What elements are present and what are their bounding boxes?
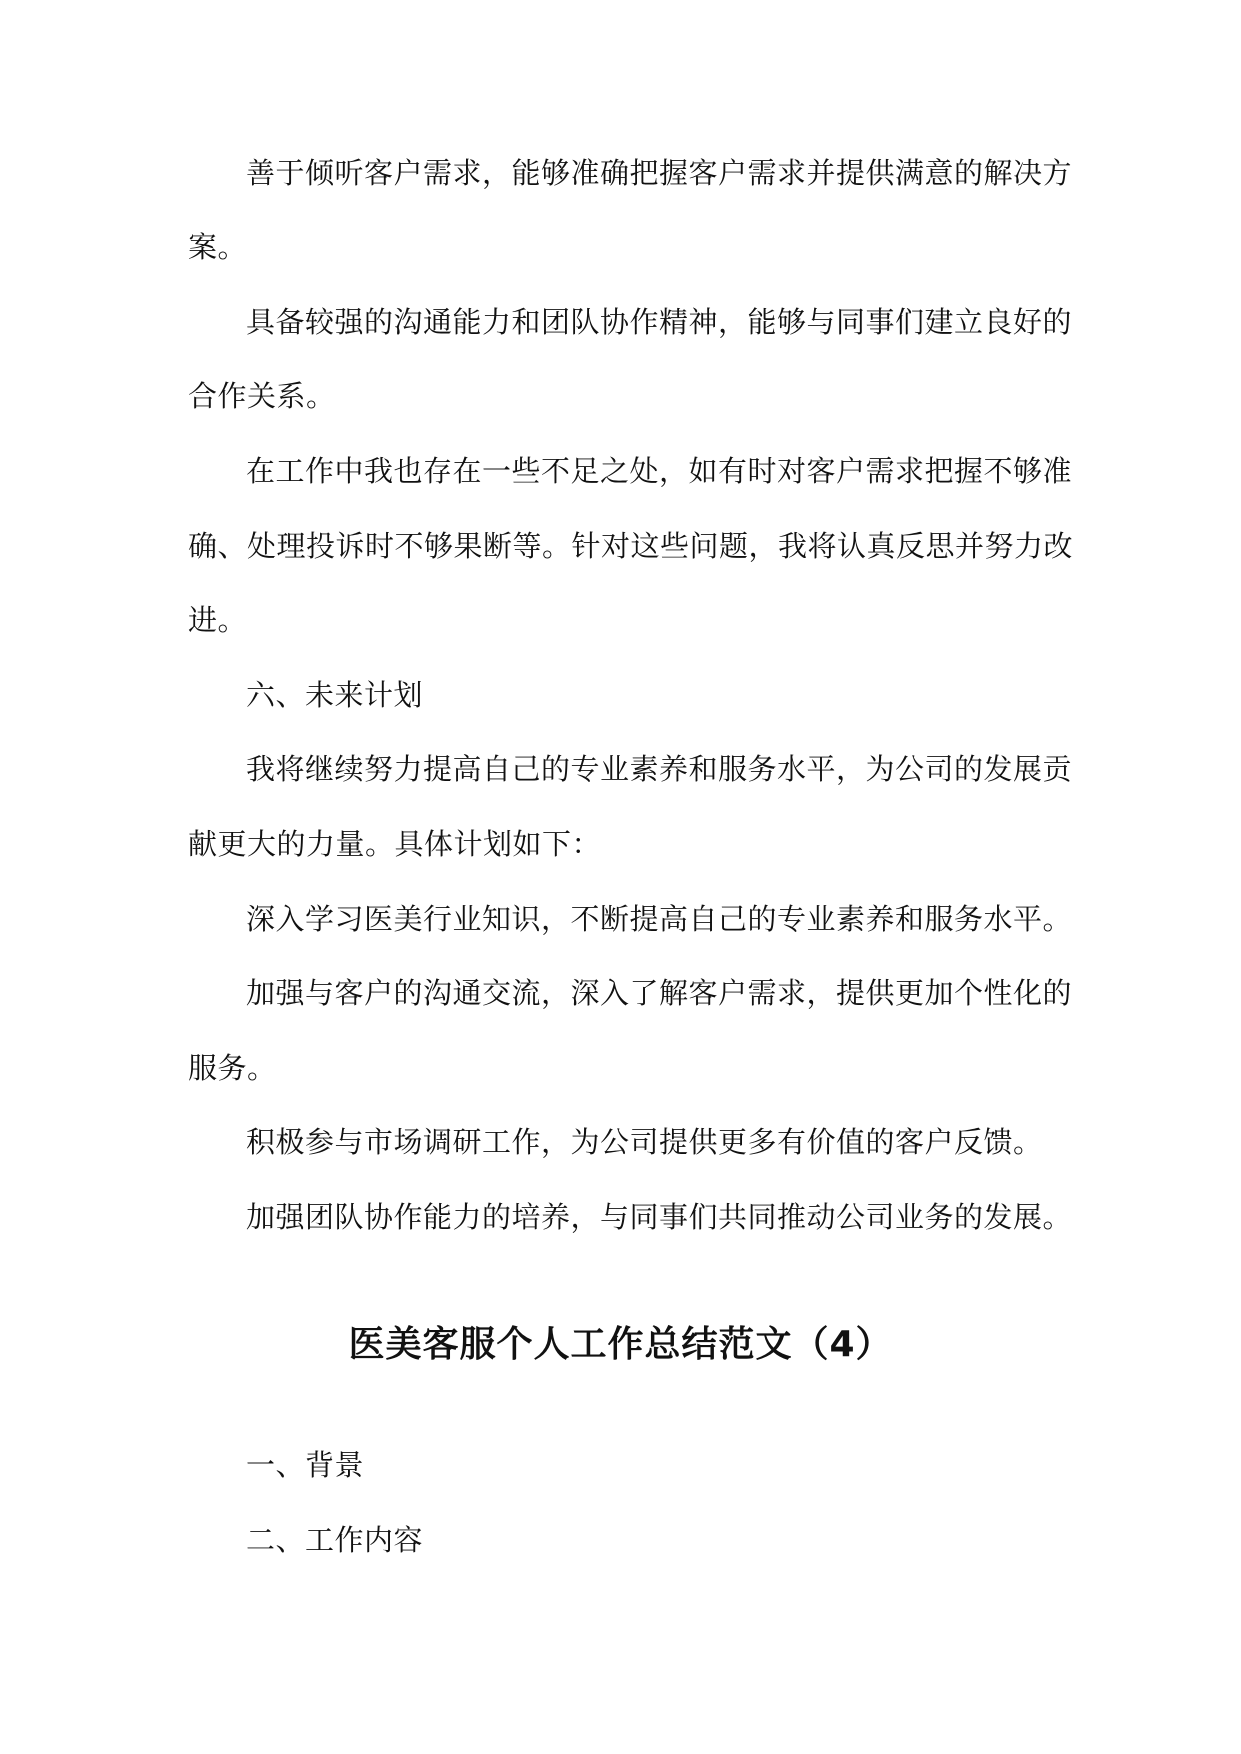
paragraph-line: 善于倾听客户需求，能够准确把握客户需求并提供满意的解决方 [246,156,1073,190]
document-title: 医美客服个人工作总结范文（4） [348,1324,893,1365]
paragraph-line: 合作关系。 [188,379,336,413]
paragraph-line: 具备较强的沟通能力和团队协作精神，能够与同事们建立良好的 [246,305,1073,339]
paragraph-line: 积极参与市场调研工作，为公司提供更多有价值的客户反馈。 [246,1125,1043,1159]
section-heading: 二、工作内容 [246,1523,424,1557]
section-heading: 一、背景 [246,1448,365,1482]
paragraph-line: 确、处理投诉时不够果断等。针对这些问题，我将认真反思并努力改 [188,529,1074,563]
paragraph-line: 服务。 [188,1051,277,1085]
paragraph-line: 我将继续努力提高自己的专业素养和服务水平，为公司的发展贡 [246,752,1073,786]
paragraph-line: 献更大的力量。具体计划如下： [188,827,602,861]
paragraph-line: 加强团队协作能力的培养，与同事们共同推动公司业务的发展。 [246,1200,1073,1234]
paragraph-line: 在工作中我也存在一些不足之处，如有时对客户需求把握不够准 [246,454,1073,488]
paragraph-line: 进。 [188,603,248,637]
paragraph-line: 加强与客户的沟通交流，深入了解客户需求，提供更加个性化的 [246,976,1073,1010]
paragraph-line: 案。 [188,230,248,264]
paragraph-line: 深入学习医美行业知识，不断提高自己的专业素养和服务水平。 [246,902,1073,936]
section-heading: 六、未来计划 [246,678,424,712]
